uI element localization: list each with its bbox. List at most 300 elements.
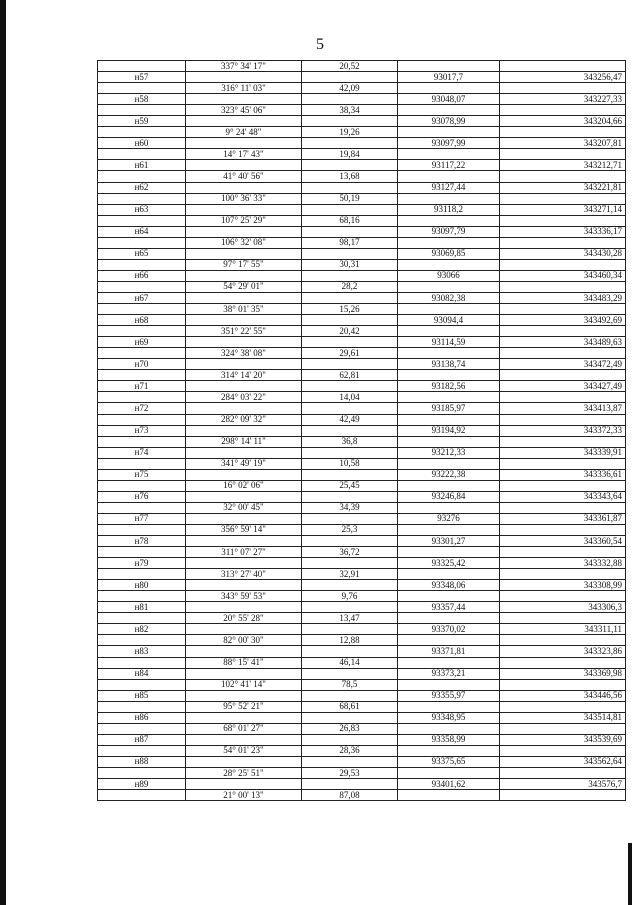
y-cell-empty <box>500 613 626 624</box>
direction-angle-cell: 316° 11' 03" <box>186 83 302 94</box>
point-cell-empty <box>98 304 186 315</box>
distance-cell-empty <box>302 491 398 502</box>
y-cell-empty <box>500 370 626 381</box>
x-cell-empty <box>398 679 500 690</box>
x-coordinate-cell: 93069,85 <box>398 248 500 259</box>
direction-angle-cell: 21° 00' 13" <box>186 790 302 801</box>
point-name-cell: н81 <box>98 602 186 613</box>
direction-angle-cell: 54° 29' 01" <box>186 281 302 292</box>
y-cell-empty <box>500 326 626 337</box>
direction-angle-cell: 341° 49' 19" <box>186 458 302 469</box>
point-name-cell: н87 <box>98 734 186 745</box>
distance-cell: 20,42 <box>302 326 398 337</box>
point-row <box>98 403 626 414</box>
distance-cell: 29,61 <box>302 348 398 359</box>
direction-angle-cell: 356° 59' 14" <box>186 524 302 535</box>
angle-cell-empty <box>186 425 302 436</box>
angle-cell-empty <box>186 646 302 657</box>
x-coordinate-cell: 93097,99 <box>398 138 500 149</box>
segment-row <box>98 326 626 337</box>
point-name-cell: н57 <box>98 72 186 83</box>
scan-edge-right <box>628 843 632 905</box>
y-cell-empty <box>500 127 626 138</box>
point-row <box>98 359 626 370</box>
point-row <box>98 779 626 790</box>
point-row <box>98 94 626 105</box>
segment-row <box>98 480 626 491</box>
y-coordinate-cell: 343212,71 <box>500 160 626 171</box>
point-cell-empty <box>98 149 186 160</box>
y-cell-empty <box>500 83 626 94</box>
point-row <box>98 469 626 480</box>
coordinates-table-body <box>98 61 626 801</box>
segment-row <box>98 414 626 425</box>
distance-cell: 15,26 <box>302 304 398 315</box>
y-cell-empty <box>500 790 626 801</box>
segment-row <box>98 569 626 580</box>
y-cell-empty <box>500 193 626 204</box>
x-coordinate-cell: 93097,79 <box>398 226 500 237</box>
point-name-cell: н80 <box>98 580 186 591</box>
angle-cell-empty <box>186 690 302 701</box>
distance-cell-empty <box>302 359 398 370</box>
angle-cell-empty <box>186 469 302 480</box>
angle-cell-empty <box>186 624 302 635</box>
y-cell-empty <box>500 635 626 646</box>
distance-cell-empty <box>302 646 398 657</box>
x-cell-empty <box>398 149 500 160</box>
point-cell-empty <box>98 326 186 337</box>
x-coordinate-cell: 93358,99 <box>398 734 500 745</box>
segment-row <box>98 745 626 756</box>
distance-cell: 28,2 <box>302 281 398 292</box>
point-name-cell: н88 <box>98 756 186 767</box>
direction-angle-cell: 82° 00' 30" <box>186 635 302 646</box>
angle-cell-empty <box>186 160 302 171</box>
x-cell-empty <box>398 237 500 248</box>
direction-angle-cell: 14° 17' 43" <box>186 149 302 160</box>
x-coordinate-cell: 93375,65 <box>398 756 500 767</box>
x-cell-empty <box>398 304 500 315</box>
y-cell-empty <box>500 348 626 359</box>
x-coordinate-cell: 93373,21 <box>398 668 500 679</box>
point-row <box>98 226 626 237</box>
distance-cell-empty <box>302 513 398 524</box>
point-cell-empty <box>98 127 186 138</box>
y-coordinate-cell: 343492,69 <box>500 315 626 326</box>
angle-cell-empty <box>186 403 302 414</box>
segment-row <box>98 768 626 779</box>
point-name-cell: н60 <box>98 138 186 149</box>
point-cell-empty <box>98 215 186 226</box>
y-coordinate-cell: 343221,81 <box>500 182 626 193</box>
x-cell-empty <box>398 569 500 580</box>
y-coordinate-cell: 343483,29 <box>500 292 626 303</box>
point-row <box>98 624 626 635</box>
distance-cell-empty <box>302 160 398 171</box>
angle-cell-empty <box>186 756 302 767</box>
direction-angle-cell: 351° 22' 55" <box>186 326 302 337</box>
angle-cell-empty <box>186 270 302 281</box>
y-coordinate-cell: 343472,49 <box>500 359 626 370</box>
distance-cell-empty <box>302 624 398 635</box>
distance-cell-empty <box>302 447 398 458</box>
distance-cell: 28,36 <box>302 745 398 756</box>
y-cell-empty <box>500 436 626 447</box>
y-coordinate-cell: 343446,56 <box>500 690 626 701</box>
segment-row <box>98 281 626 292</box>
distance-cell: 32,91 <box>302 569 398 580</box>
direction-angle-cell: 311° 07' 27" <box>186 547 302 558</box>
distance-cell: 46,14 <box>302 657 398 668</box>
distance-cell-empty <box>302 315 398 326</box>
y-coordinate-cell: 343271,14 <box>500 204 626 215</box>
y-cell-empty <box>500 547 626 558</box>
point-name-cell: н70 <box>98 359 186 370</box>
point-cell-empty <box>98 61 186 72</box>
point-name-cell: н75 <box>98 469 186 480</box>
x-coordinate-cell: 93066 <box>398 270 500 281</box>
angle-cell-empty <box>186 602 302 613</box>
y-cell-empty <box>500 502 626 513</box>
distance-cell-empty <box>302 690 398 701</box>
angle-cell-empty <box>186 513 302 524</box>
y-coordinate-cell: 343413,87 <box>500 403 626 414</box>
point-name-cell: н68 <box>98 315 186 326</box>
segment-row <box>98 701 626 712</box>
direction-angle-cell: 95° 52' 21" <box>186 701 302 712</box>
distance-cell-empty <box>302 712 398 723</box>
y-coordinate-cell: 343207,81 <box>500 138 626 149</box>
y-coordinate-cell: 343576,7 <box>500 779 626 790</box>
point-name-cell: н79 <box>98 558 186 569</box>
point-cell-empty <box>98 657 186 668</box>
x-cell-empty <box>398 215 500 226</box>
point-cell-empty <box>98 591 186 602</box>
direction-angle-cell: 337° 34' 17" <box>186 61 302 72</box>
point-name-cell: н72 <box>98 403 186 414</box>
direction-angle-cell: 97° 17' 55" <box>186 259 302 270</box>
segment-row <box>98 458 626 469</box>
point-row <box>98 270 626 281</box>
y-coordinate-cell: 343343,64 <box>500 491 626 502</box>
point-name-cell: н61 <box>98 160 186 171</box>
segment-row <box>98 215 626 226</box>
point-cell-empty <box>98 745 186 756</box>
point-cell-empty <box>98 768 186 779</box>
segment-row <box>98 502 626 513</box>
y-coordinate-cell: 343460,34 <box>500 270 626 281</box>
angle-cell-empty <box>186 116 302 127</box>
distance-cell-empty <box>302 182 398 193</box>
angle-cell-empty <box>186 337 302 348</box>
distance-cell-empty <box>302 536 398 547</box>
angle-cell-empty <box>186 226 302 237</box>
distance-cell: 38,34 <box>302 105 398 116</box>
distance-cell: 50,19 <box>302 193 398 204</box>
point-cell-empty <box>98 458 186 469</box>
y-coordinate-cell: 343562,64 <box>500 756 626 767</box>
y-cell-empty <box>500 61 626 72</box>
x-cell-empty <box>398 392 500 403</box>
x-coordinate-cell: 93246,84 <box>398 491 500 502</box>
direction-angle-cell: 100° 36' 33" <box>186 193 302 204</box>
point-name-cell: н62 <box>98 182 186 193</box>
x-cell-empty <box>398 326 500 337</box>
direction-angle-cell: 324° 38' 08" <box>186 348 302 359</box>
point-cell-empty <box>98 635 186 646</box>
segment-row <box>98 436 626 447</box>
point-cell-empty <box>98 701 186 712</box>
distance-cell-empty <box>302 425 398 436</box>
x-cell-empty <box>398 524 500 535</box>
point-row <box>98 116 626 127</box>
segment-row <box>98 171 626 182</box>
x-cell-empty <box>398 502 500 513</box>
point-cell-empty <box>98 259 186 270</box>
y-cell-empty <box>500 215 626 226</box>
distance-cell-empty <box>302 734 398 745</box>
distance-cell: 36,72 <box>302 547 398 558</box>
point-cell-empty <box>98 414 186 425</box>
x-coordinate-cell: 93078,99 <box>398 116 500 127</box>
point-cell-empty <box>98 790 186 801</box>
point-name-cell: н83 <box>98 646 186 657</box>
point-name-cell: н78 <box>98 536 186 547</box>
distance-cell-empty <box>302 779 398 790</box>
point-cell-empty <box>98 436 186 447</box>
point-row <box>98 447 626 458</box>
x-cell-empty <box>398 635 500 646</box>
x-cell-empty <box>398 414 500 425</box>
x-cell-empty <box>398 745 500 756</box>
distance-cell: 68,61 <box>302 701 398 712</box>
segment-row <box>98 304 626 315</box>
x-cell-empty <box>398 458 500 469</box>
point-cell-empty <box>98 171 186 182</box>
direction-angle-cell: 16° 02' 06" <box>186 480 302 491</box>
segment-row <box>98 61 626 72</box>
distance-cell: 25,45 <box>302 480 398 491</box>
segment-row <box>98 524 626 535</box>
x-cell-empty <box>398 657 500 668</box>
y-coordinate-cell: 343204,66 <box>500 116 626 127</box>
x-cell-empty <box>398 723 500 734</box>
point-row <box>98 138 626 149</box>
x-cell-empty <box>398 105 500 116</box>
point-cell-empty <box>98 723 186 734</box>
segment-row <box>98 392 626 403</box>
y-cell-empty <box>500 569 626 580</box>
y-coordinate-cell: 343360,54 <box>500 536 626 547</box>
point-row <box>98 204 626 215</box>
y-coordinate-cell: 343514,81 <box>500 712 626 723</box>
direction-angle-cell: 314° 14' 20" <box>186 370 302 381</box>
segment-row <box>98 790 626 801</box>
x-coordinate-cell: 93355,97 <box>398 690 500 701</box>
point-cell-empty <box>98 370 186 381</box>
distance-cell-empty <box>302 558 398 569</box>
y-cell-empty <box>500 768 626 779</box>
distance-cell: 30,31 <box>302 259 398 270</box>
y-coordinate-cell: 343336,17 <box>500 226 626 237</box>
segment-row <box>98 259 626 270</box>
angle-cell-empty <box>186 72 302 83</box>
point-name-cell: н64 <box>98 226 186 237</box>
angle-cell-empty <box>186 447 302 458</box>
point-cell-empty <box>98 193 186 204</box>
point-row <box>98 337 626 348</box>
segment-row <box>98 83 626 94</box>
distance-cell-empty <box>302 580 398 591</box>
point-cell-empty <box>98 613 186 624</box>
x-cell-empty <box>398 171 500 182</box>
point-cell-empty <box>98 679 186 690</box>
angle-cell-empty <box>186 182 302 193</box>
point-name-cell: н67 <box>98 292 186 303</box>
distance-cell-empty <box>302 403 398 414</box>
point-name-cell: н65 <box>98 248 186 259</box>
direction-angle-cell: 313° 27' 40" <box>186 569 302 580</box>
point-name-cell: н58 <box>98 94 186 105</box>
x-coordinate-cell: 93117,22 <box>398 160 500 171</box>
x-coordinate-cell: 93401,62 <box>398 779 500 790</box>
distance-cell: 13,47 <box>302 613 398 624</box>
direction-angle-cell: 28° 25' 51" <box>186 768 302 779</box>
y-cell-empty <box>500 414 626 425</box>
y-cell-empty <box>500 701 626 712</box>
x-coordinate-cell: 93017,7 <box>398 72 500 83</box>
y-coordinate-cell: 343311,11 <box>500 624 626 635</box>
angle-cell-empty <box>186 580 302 591</box>
point-cell-empty <box>98 281 186 292</box>
x-coordinate-cell: 93127,44 <box>398 182 500 193</box>
point-row <box>98 425 626 436</box>
point-row <box>98 491 626 502</box>
distance-cell: 9,76 <box>302 591 398 602</box>
distance-cell: 29,53 <box>302 768 398 779</box>
direction-angle-cell: 32° 00' 45" <box>186 502 302 513</box>
point-name-cell: н59 <box>98 116 186 127</box>
direction-angle-cell: 88° 15' 41" <box>186 657 302 668</box>
direction-angle-cell: 343° 59' 53" <box>186 591 302 602</box>
distance-cell-empty <box>302 292 398 303</box>
distance-cell-empty <box>302 270 398 281</box>
point-cell-empty <box>98 392 186 403</box>
point-row <box>98 602 626 613</box>
y-cell-empty <box>500 149 626 160</box>
point-row <box>98 558 626 569</box>
y-coordinate-cell: 343308,99 <box>500 580 626 591</box>
y-coordinate-cell: 343361,87 <box>500 513 626 524</box>
direction-angle-cell: 38° 01' 35" <box>186 304 302 315</box>
y-coordinate-cell: 343336,61 <box>500 469 626 480</box>
x-coordinate-cell: 93118,2 <box>398 204 500 215</box>
distance-cell: 42,09 <box>302 83 398 94</box>
distance-cell: 20,52 <box>302 61 398 72</box>
direction-angle-cell: 102° 41' 14" <box>186 679 302 690</box>
angle-cell-empty <box>186 359 302 370</box>
y-cell-empty <box>500 281 626 292</box>
x-cell-empty <box>398 701 500 712</box>
distance-cell: 36,8 <box>302 436 398 447</box>
angle-cell-empty <box>186 779 302 790</box>
distance-cell: 42,49 <box>302 414 398 425</box>
y-cell-empty <box>500 105 626 116</box>
angle-cell-empty <box>186 734 302 745</box>
distance-cell: 25,3 <box>302 524 398 535</box>
angle-cell-empty <box>186 712 302 723</box>
x-coordinate-cell: 93348,06 <box>398 580 500 591</box>
point-row <box>98 536 626 547</box>
y-cell-empty <box>500 591 626 602</box>
distance-cell-empty <box>302 72 398 83</box>
x-coordinate-cell: 93048,07 <box>398 94 500 105</box>
y-cell-empty <box>500 171 626 182</box>
direction-angle-cell: 9° 24' 48" <box>186 127 302 138</box>
y-coordinate-cell: 343539,69 <box>500 734 626 745</box>
point-name-cell: н85 <box>98 690 186 701</box>
point-name-cell: н71 <box>98 381 186 392</box>
angle-cell-empty <box>186 315 302 326</box>
x-cell-empty <box>398 547 500 558</box>
point-name-cell: н74 <box>98 447 186 458</box>
point-cell-empty <box>98 502 186 513</box>
y-coordinate-cell: 343430,28 <box>500 248 626 259</box>
x-coordinate-cell: 93185,97 <box>398 403 500 414</box>
y-cell-empty <box>500 524 626 535</box>
x-coordinate-cell: 93094,4 <box>398 315 500 326</box>
distance-cell: 19,84 <box>302 149 398 160</box>
coordinates-table <box>97 60 626 801</box>
direction-angle-cell: 298° 14' 11" <box>186 436 302 447</box>
y-cell-empty <box>500 237 626 248</box>
x-cell-empty <box>398 281 500 292</box>
segment-row <box>98 547 626 558</box>
y-cell-empty <box>500 480 626 491</box>
point-name-cell: н66 <box>98 270 186 281</box>
x-coordinate-cell: 93222,38 <box>398 469 500 480</box>
y-cell-empty <box>500 458 626 469</box>
x-coordinate-cell: 93357,44 <box>398 602 500 613</box>
x-coordinate-cell: 93325,42 <box>398 558 500 569</box>
segment-row <box>98 127 626 138</box>
y-coordinate-cell: 343332,88 <box>500 558 626 569</box>
segment-row <box>98 105 626 116</box>
point-name-cell: н82 <box>98 624 186 635</box>
point-row <box>98 381 626 392</box>
direction-angle-cell: 106° 32' 08" <box>186 237 302 248</box>
distance-cell-empty <box>302 668 398 679</box>
point-name-cell: н76 <box>98 491 186 502</box>
point-name-cell: н89 <box>98 779 186 790</box>
distance-cell-empty <box>302 469 398 480</box>
y-coordinate-cell: 343369,98 <box>500 668 626 679</box>
direction-angle-cell: 107° 25' 29" <box>186 215 302 226</box>
point-row <box>98 182 626 193</box>
x-coordinate-cell: 93301,27 <box>398 536 500 547</box>
y-coordinate-cell: 343227,33 <box>500 94 626 105</box>
y-coordinate-cell: 343256,47 <box>500 72 626 83</box>
point-name-cell: н77 <box>98 513 186 524</box>
segment-row <box>98 613 626 624</box>
distance-cell: 87,08 <box>302 790 398 801</box>
x-coordinate-cell: 93276 <box>398 513 500 524</box>
x-coordinate-cell: 93182,56 <box>398 381 500 392</box>
distance-cell-empty <box>302 337 398 348</box>
direction-angle-cell: 54° 01' 23" <box>186 745 302 756</box>
x-cell-empty <box>398 61 500 72</box>
